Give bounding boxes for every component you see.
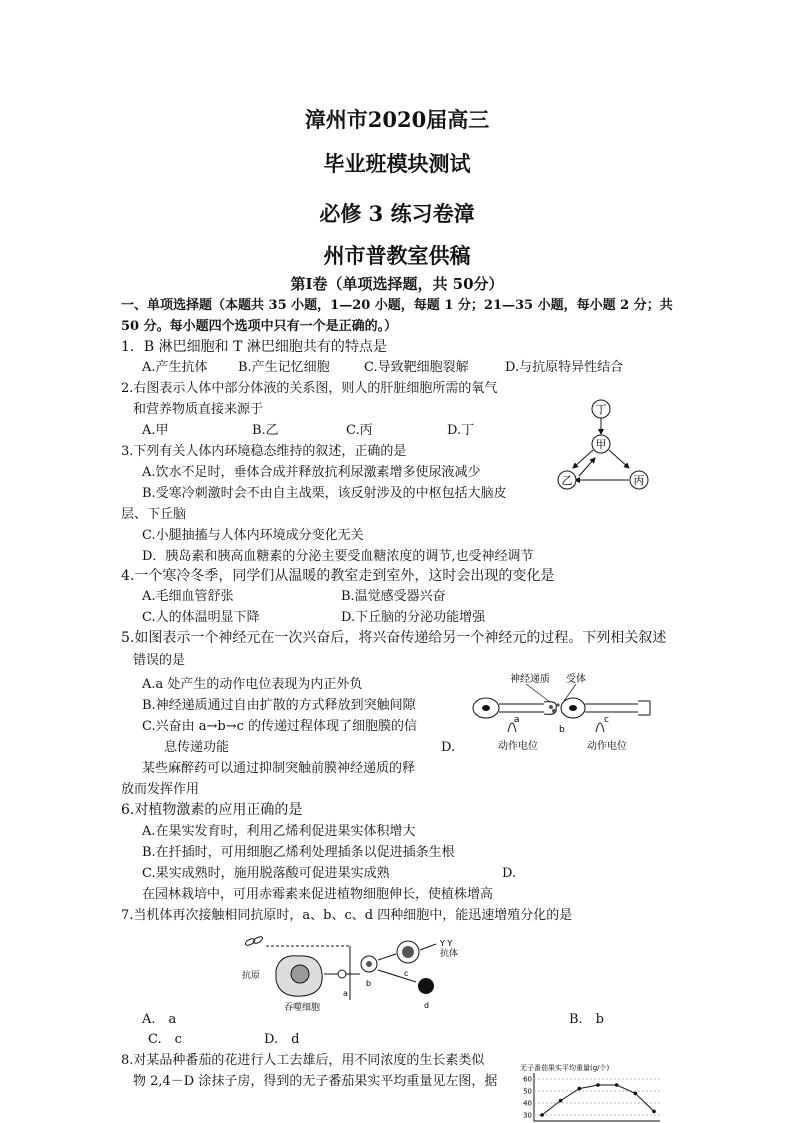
fluid-node-ding xyxy=(592,400,610,418)
chart-point xyxy=(596,1083,600,1087)
q7-stem: 7.当机体再次接触相同抗原时，a、b、c、d 四种细胞中，能迅速增殖分化的是 xyxy=(121,908,573,923)
tomato-weight-chart xyxy=(514,1061,664,1123)
svg-text:甲: 甲 xyxy=(595,438,607,451)
q3-option-c: C.小腿抽搐与人体内环境成分变化无关 xyxy=(142,528,364,543)
q5-option-b: B.神经递质通过自由扩散的方式释放到突触间隙 xyxy=(142,698,416,713)
q5-option-d-2: 放而发挥作用 xyxy=(121,782,200,797)
q4-option-b: B.温觉感受器兴奋 xyxy=(341,589,446,604)
q8-stem-1: 8.对某品种番茄的花进行人工去雄后，用不同浓度的生长素类似 xyxy=(121,1053,485,1068)
svg-text:b: b xyxy=(366,979,372,988)
q6-stem: 6.对植物激素的应用正确的是 xyxy=(121,802,303,818)
svg-text:b: b xyxy=(559,725,565,735)
q1-option-c: C.导致靶细胞裂解 xyxy=(364,360,469,375)
q3-option-b-1: B.受寒冷刺激时会不由自主战栗，该反射涉及的中枢包括大脑皮 xyxy=(142,486,507,501)
q6-option-d-marker: D. xyxy=(502,866,517,881)
q6-option-d: 在园林栽培中，可用赤霉素来促进植物细胞伸长，使植株增高 xyxy=(142,887,494,902)
chart-y-tick-label: 60 xyxy=(523,1075,532,1084)
q7-option-b: B. b xyxy=(569,1012,605,1027)
title-line-2: 毕业班模块测试 xyxy=(323,151,471,176)
q4-stem: 4.一个寒冷冬季，同学们从温暖的教室走到室外，这时会出现的变化是 xyxy=(121,568,555,584)
q5-option-a: A.a 处产生的动作电位表现为内正外负 xyxy=(142,677,363,692)
chart-y-tick-label: 30 xyxy=(523,1111,532,1120)
q1-option-d: D.与抗原特异性结合 xyxy=(505,360,624,375)
q4-option-a: A.毛细血管舒张 xyxy=(142,589,234,604)
chart-point xyxy=(578,1087,582,1091)
svg-text:乙: 乙 xyxy=(561,474,573,487)
q5-option-d-1: 某些麻醉药可以通过抑制突触前膜神经递质的释 xyxy=(142,761,416,776)
title-line-3: 必修 3 练习卷漳 xyxy=(319,201,475,226)
svg-text:a: a xyxy=(343,989,348,998)
chart-y-tick-label: 40 xyxy=(523,1099,532,1108)
q1-option-b: B.产生记忆细胞 xyxy=(238,360,330,375)
chart-point xyxy=(540,1113,544,1117)
q5-stem-1: 5.如图表示一个神经元在一次兴奋后，将兴奋传递给另一个神经元的过程。下列相关叙述 xyxy=(121,630,667,646)
q5-option-c-1: C.兴奋由 a→b→c 的传递过程体现了细胞膜的信 xyxy=(142,719,418,734)
immune-diagram xyxy=(240,930,480,1016)
q5-option-c-2: 息传递功能 xyxy=(164,740,230,755)
chart-title: 无子番茄果实平均重量(g/个) xyxy=(520,1064,610,1072)
q2-option-d: D.丁 xyxy=(447,423,475,438)
svg-text:动作电位: 动作电位 xyxy=(498,741,538,752)
q6-option-a: A.在果实发育时，利用乙烯利促进果实体积增大 xyxy=(142,824,416,839)
q1-stem: 1．B 淋巴细胞和 T 淋巴细胞共有的特点是 xyxy=(121,339,387,355)
fluid-node-jia xyxy=(592,435,610,453)
svg-text:d: d xyxy=(424,1001,430,1010)
q5-option-d-marker: D. xyxy=(441,740,456,755)
svg-text:丁: 丁 xyxy=(595,403,607,416)
chart-axes xyxy=(534,1073,660,1121)
chart-point xyxy=(615,1083,619,1087)
q3-stem: 3.下列有关人体内环境稳态维持的叙述，正确的是 xyxy=(121,444,407,459)
svg-text:c: c xyxy=(404,969,409,978)
q3-option-b-2: 层、下丘脑 xyxy=(121,507,187,522)
title-line-4: 州市普教室供稿 xyxy=(323,243,471,268)
chart-y-tick-label: 50 xyxy=(523,1087,532,1096)
svg-text:c: c xyxy=(604,715,609,725)
svg-text:受体: 受体 xyxy=(566,674,586,685)
q7-option-d: D. d xyxy=(264,1032,300,1047)
q7-option-c: C. c xyxy=(148,1032,182,1047)
q6-option-c: C.果实成熟时，施用脱落酸可促进果实成熟 xyxy=(142,866,390,881)
svg-text:抗原: 抗原 xyxy=(242,971,261,981)
fluid-node-yi xyxy=(558,471,576,489)
q7-option-a: A. a xyxy=(142,1012,177,1027)
q2-stem-2: 和营养物质直接来源于 xyxy=(133,402,264,417)
instructions-line-1: 一、单项选择题（本题共 35 小题，1—20 小题，每题 1 分；21—35 小题，每小题 2 分；共 xyxy=(121,298,673,313)
synapse-diagram xyxy=(470,670,660,752)
chart-point xyxy=(559,1099,563,1103)
svg-text:吞噬细胞: 吞噬细胞 xyxy=(284,1003,321,1013)
body-fluid-diagram xyxy=(545,396,670,496)
q3-option-a: A.饮水不足时，垂体合成并释放抗利尿激素增多使尿液减少 xyxy=(142,465,481,480)
title-line-1: 漳州市2020届高三 xyxy=(304,107,490,132)
svg-text:a: a xyxy=(514,715,520,725)
svg-text:动作电位: 动作电位 xyxy=(587,741,627,752)
svg-text:Y Y: Y Y xyxy=(440,939,453,948)
q5-stem-2: 错误的是 xyxy=(133,653,186,668)
q8-stem-2: 物 2,4－D 涂抹子房，得到的无子番茄果实平均重量见左图，据 xyxy=(133,1074,498,1089)
q4-option-d: D.下丘脑的分泌功能增强 xyxy=(341,610,486,625)
q2-option-b: B.乙 xyxy=(252,423,279,438)
q2-option-c: C.丙 xyxy=(346,423,373,438)
chart-point xyxy=(634,1092,638,1096)
svg-text:丙: 丙 xyxy=(633,474,645,487)
section-heading: 第Ⅰ卷（单项选择题，共 50分） xyxy=(290,275,504,293)
svg-text:抗体: 抗体 xyxy=(440,949,459,959)
svg-text:神经递质: 神经递质 xyxy=(510,674,550,685)
q3-option-d: D．胰岛素和胰高血糖素的分泌主要受血糖浓度的调节,也受神经调节 xyxy=(142,549,534,564)
q2-stem-1: 2.右图表示人体中部分体液的关系图，则人的肝脏细胞所需的氧气 xyxy=(121,381,498,396)
chart-series-line xyxy=(542,1085,654,1115)
q6-option-b: B.在扦插时，可用细胞乙烯利处理插条以促进插条生根 xyxy=(142,845,455,860)
q4-option-c: C.人的体温明显下降 xyxy=(142,610,260,625)
chart-point xyxy=(652,1110,656,1114)
fluid-node-bing xyxy=(630,471,648,489)
instructions-line-2: 50 分。每小题四个选项中只有一个是正确的。） xyxy=(121,319,398,334)
q2-option-a: A.甲 xyxy=(142,423,169,438)
q1-option-a: A.产生抗体 xyxy=(142,360,208,375)
